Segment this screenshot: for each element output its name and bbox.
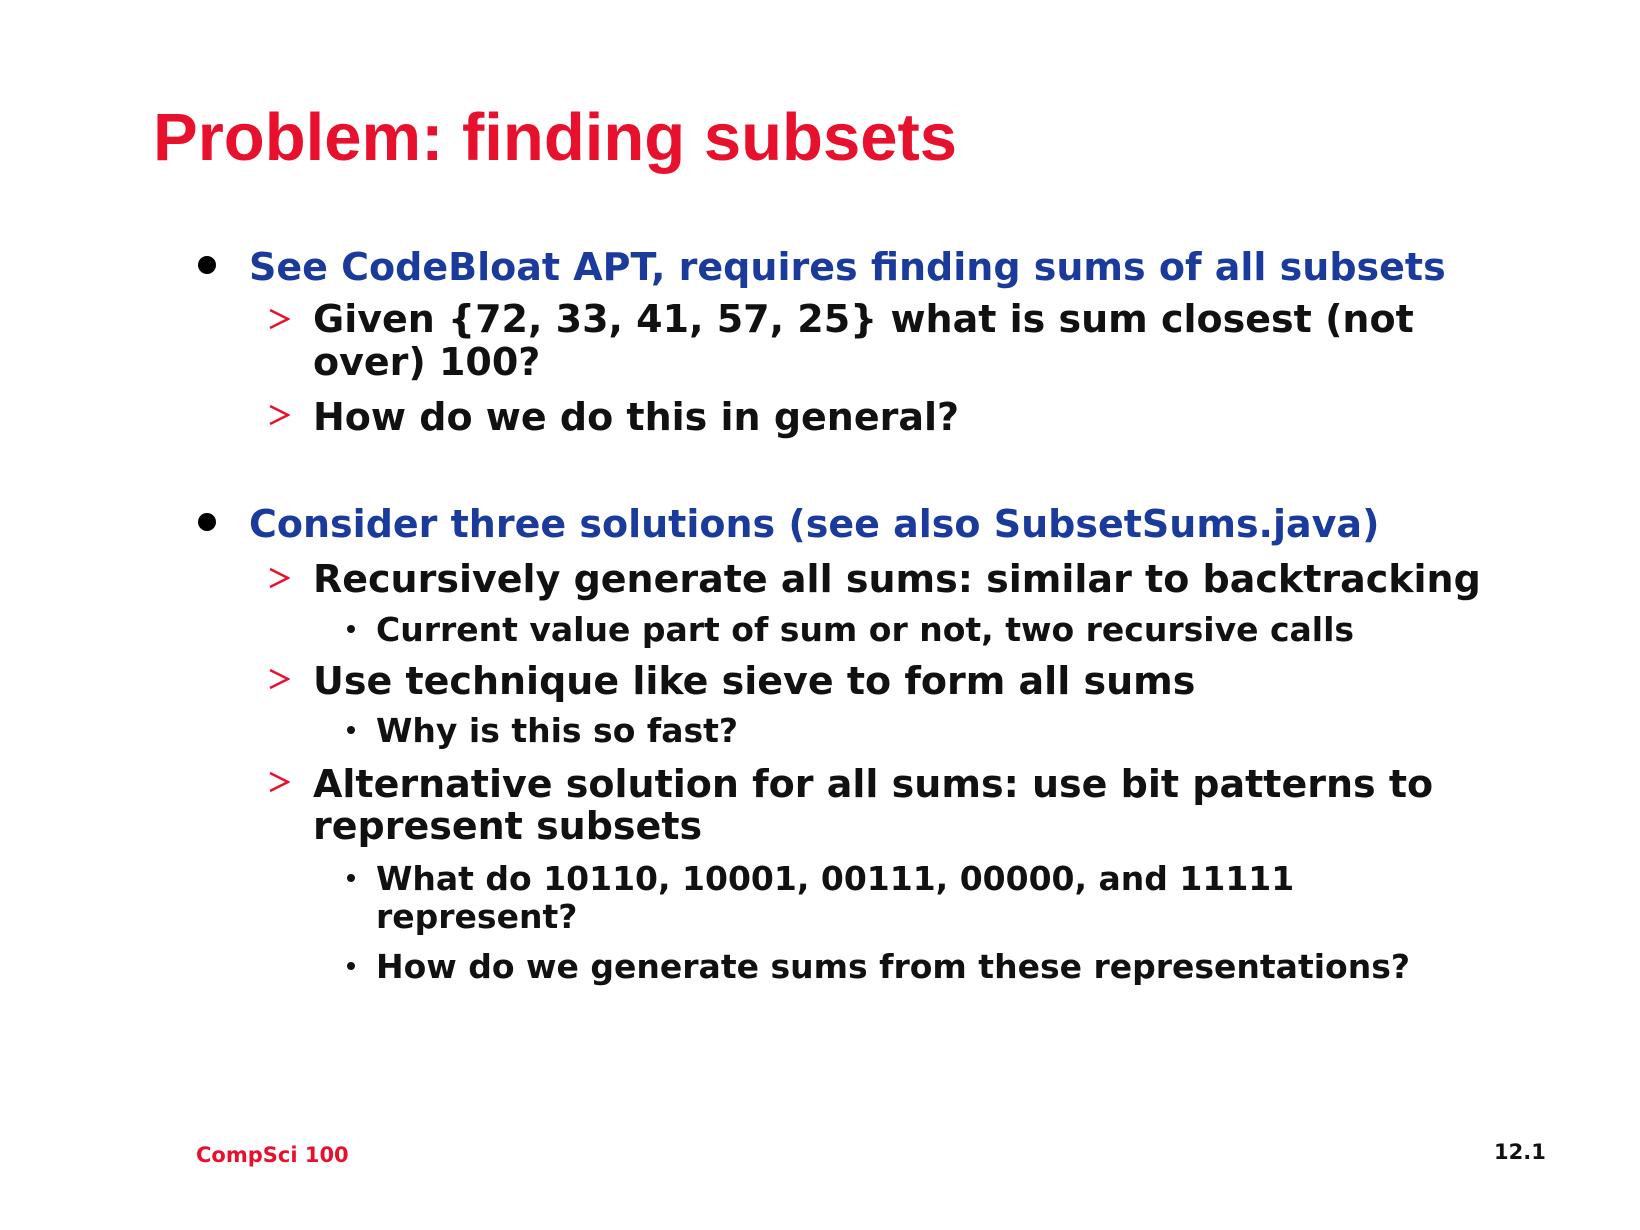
subitem-2-2-line-1: Use technique like sieve to form all sums bbox=[313, 659, 1196, 703]
footer-course-label: CompSci 100 bbox=[196, 1143, 349, 1167]
slide-title: Problem: finding subsets bbox=[153, 100, 958, 175]
arrowhead-icon bbox=[268, 668, 290, 690]
footer-slide-number: 12.1 bbox=[1494, 1140, 1546, 1164]
subitem-2-3-line-1: Alternative solution for all sums: use bit patterns to bbox=[313, 762, 1434, 806]
bullet-dot-icon bbox=[198, 513, 216, 531]
small-dot-icon bbox=[347, 726, 355, 734]
small-dot-icon bbox=[347, 625, 355, 633]
point-2-2-1-line-1: Why is this so fast? bbox=[376, 711, 739, 750]
bullet-2-text: Consider three solutions (see also SubsetSums.java) bbox=[249, 502, 1380, 546]
subitem-1-2-line-1: How do we do this in general? bbox=[313, 395, 960, 439]
arrowhead-icon bbox=[268, 308, 290, 330]
subitem-2-1-line-1: Recursively generate all sums: similar to backtracking bbox=[313, 557, 1481, 601]
point-2-3-2-line-1: How do we generate sums from these representations? bbox=[376, 947, 1410, 986]
small-dot-icon bbox=[347, 962, 355, 970]
arrowhead-icon bbox=[268, 771, 290, 793]
subitem-1-1-line-2: over) 100? bbox=[313, 340, 541, 384]
bullet-1-text: See CodeBloat APT, requires finding sums of all subsets bbox=[249, 245, 1446, 289]
subitem-2-3-line-2: represent subsets bbox=[313, 804, 703, 848]
arrowhead-icon bbox=[268, 404, 290, 426]
arrowhead-icon bbox=[268, 567, 290, 589]
point-2-3-1-line-2: represent? bbox=[376, 897, 578, 936]
bullet-dot-icon bbox=[198, 256, 216, 274]
point-2-1-1-line-1: Current value part of sum or not, two recursive calls bbox=[376, 610, 1355, 649]
point-2-3-1-line-1: What do 10110, 10001, 00111, 00000, and 11111 bbox=[376, 859, 1295, 898]
subitem-1-1-line-1: Given {72, 33, 41, 57, 25} what is sum closest (not bbox=[313, 297, 1414, 341]
small-dot-icon bbox=[347, 874, 355, 882]
